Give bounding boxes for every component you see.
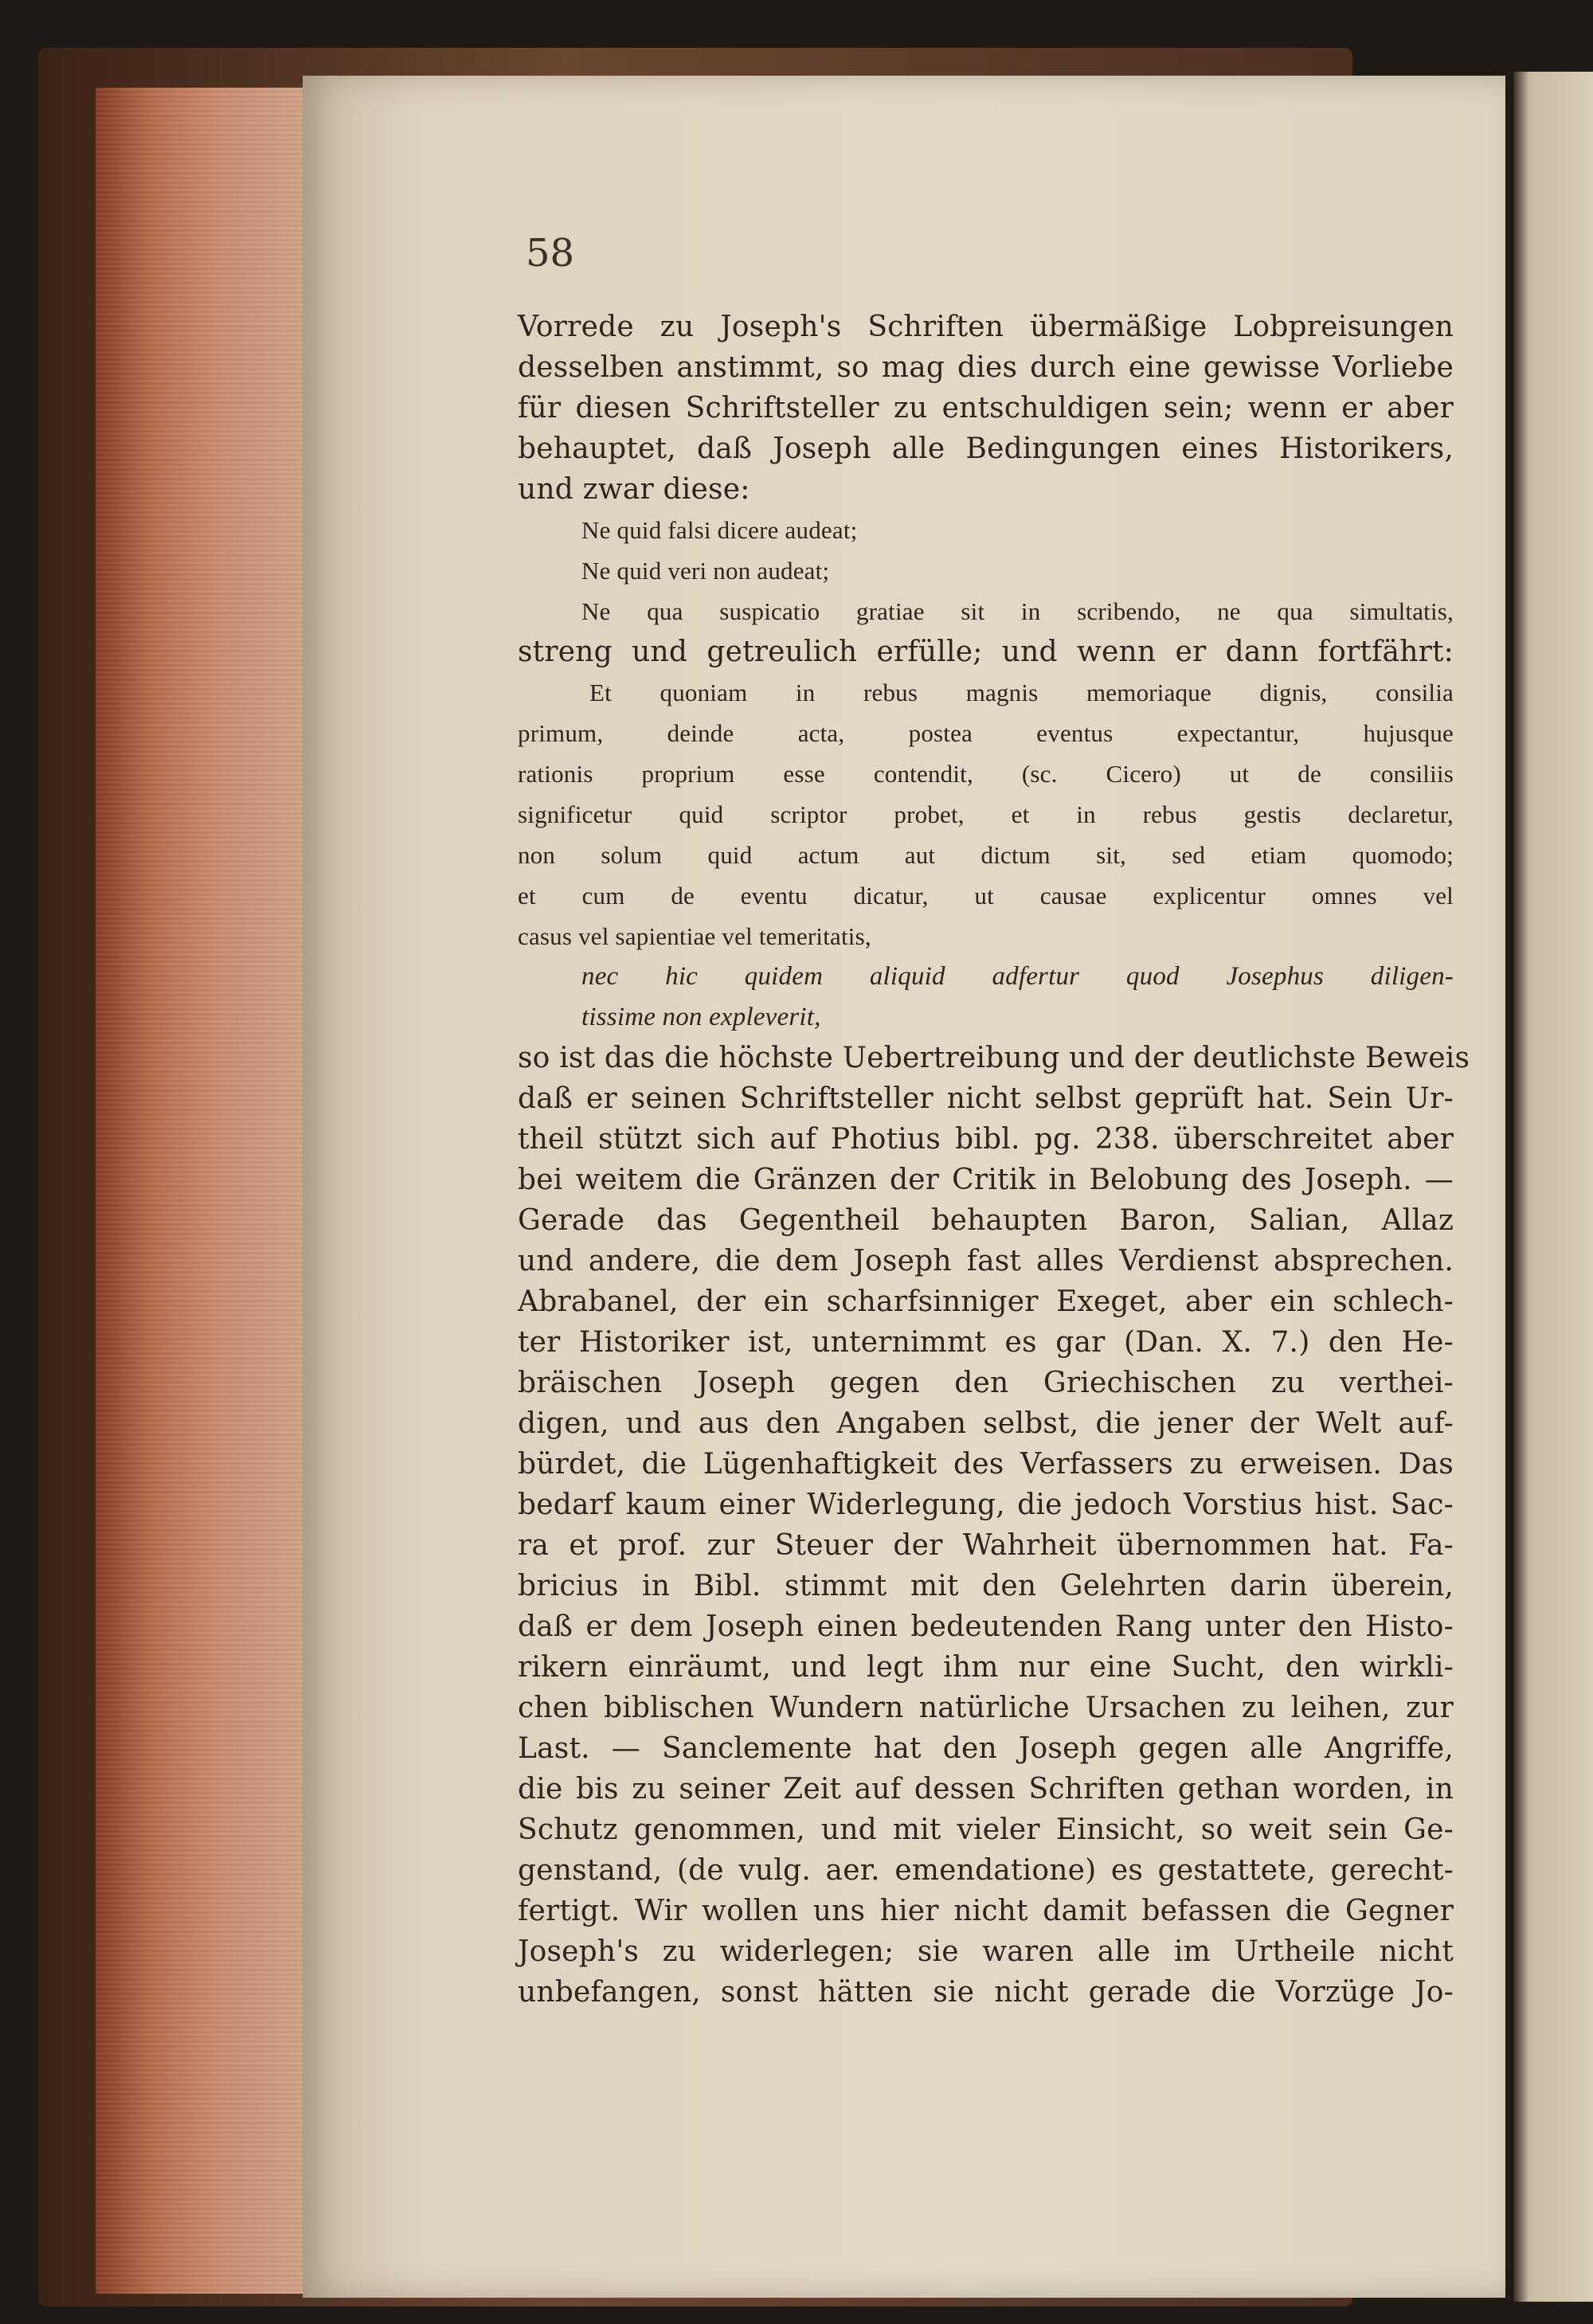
text-line: unbefangen, sonst hätten sie nicht gerade die Vorzüge Jo- (518, 1976, 1454, 2009)
text-line: bräischen Joseph gegen den Griechischen zu verthei- (518, 1367, 1454, 1399)
italic-quote-line: nec hic quidem aliquid adfertur quod Josephus diligen- (581, 962, 1454, 991)
text-line: daß er dem Joseph einen bedeutenden Rang unter den Histo- (518, 1610, 1454, 1643)
latin-quote-line: rationis proprium esse contendit, (sc. Cicero) ut de consiliis (518, 760, 1454, 788)
latin-quote-line: et cum de eventu dicatur, ut causae explicentur omnes vel (518, 882, 1454, 910)
latin-quote-line: primum, deinde acta, postea eventus expectantur, hujusque (518, 719, 1454, 747)
text-line: chen biblischen Wundern natürliche Ursachen zu leihen, zur (518, 1692, 1454, 1724)
text-line: ter Historiker ist, unternimmt es gar (Dan. X. 7.) den He- (518, 1326, 1454, 1359)
text-line: streng und getreulich erfülle; und wenn er dann fortfährt: (518, 636, 1454, 668)
page-edges (96, 88, 311, 2294)
text-line: bei weitem die Gränzen der Critik in Belobung des Joseph. — (518, 1164, 1454, 1196)
text-line: so ist das die höchste Uebertreibung und der deutlichste Beweis (518, 1042, 1470, 1074)
latin-quote-line: Et quoniam in rebus magnis memoriaque dignis, consilia (589, 679, 1454, 706)
latin-quote-line: casus vel sapientiae vel temeritatis, (518, 922, 871, 950)
text-line: und zwar diese: (518, 473, 750, 506)
text-line: bricius in Bibl. stimmt mit den Gelehrten darin überein, (518, 1570, 1454, 1602)
facing-page-edge (1513, 72, 1593, 2302)
text-line: Vorrede zu Joseph's Schriften übermäßige Lobpreisungen (518, 311, 1454, 343)
text-line: Gerade das Gegentheil behaupten Baron, Salian, Allaz (518, 1204, 1454, 1237)
text-line: desselben anstimmt, so mag dies durch eine gewisse Vorliebe (518, 351, 1454, 384)
latin-quote-line: Ne qua suspicatio gratiae sit in scribendo, ne qua simultatis, (581, 597, 1454, 625)
text-line: daß er seinen Schriftsteller nicht selbst geprüft hat. Sein Ur- (518, 1082, 1454, 1115)
text-line: rikern einräumt, und legt ihm nur eine Sucht, den wirkli- (518, 1651, 1454, 1684)
text-line: bedarf kaum einer Widerlegung, die jedoch Vorstius hist. Sac- (518, 1489, 1454, 1521)
text-line: Joseph's zu widerlegen; sie waren alle im Urtheile nicht (518, 1935, 1454, 1968)
latin-quote-line: non solum quid actum aut dictum sit, sed etiam quomodo; (518, 841, 1454, 869)
text-line: Last. — Sanclemente hat den Joseph gegen alle Angriffe, (518, 1732, 1454, 1765)
text-line: fertigt. Wir wollen uns hier nicht damit befassen die Gegner (518, 1895, 1454, 1927)
text-line: Schutz genommen, und mit vieler Einsicht, so weit sein Ge- (518, 1813, 1454, 1846)
text-line: für diesen Schriftsteller zu entschuldigen sein; wenn er aber (518, 392, 1454, 425)
text-line: theil stützt sich auf Photius bibl. pg. 238. überschreitet aber (518, 1123, 1454, 1156)
text-line: digen, und aus den Angaben selbst, die jener der Welt auf- (518, 1407, 1454, 1440)
latin-quote-line: significetur quid scriptor probet, et in rebus gestis declaretur, (518, 800, 1454, 828)
latin-quote-line: Ne quid veri non audeat; (581, 557, 830, 585)
text-line: genstand, (de vulg. aer. emendatione) es gestattete, gerecht- (518, 1854, 1454, 1887)
text-line: behauptet, daß Joseph alle Bedingungen eines Historikers, (518, 432, 1454, 465)
text-line: die bis zu seiner Zeit auf dessen Schriften gethan worden, in (518, 1773, 1454, 1806)
page-number: 58 (526, 231, 575, 276)
latin-quote-line: Ne quid falsi dicere audeat; (581, 516, 858, 544)
text-line: Abrabanel, der ein scharfsinniger Exeget, aber ein schlech- (518, 1285, 1454, 1318)
page-text (518, 307, 1470, 2013)
text-line: und andere, die dem Joseph fast alles Verdienst absprechen. (518, 1245, 1454, 1277)
italic-quote-line: tissime non expleverit, (581, 1003, 821, 1031)
text-line: ra et prof. zur Steuer der Wahrheit übernommen hat. Fa- (518, 1529, 1454, 1562)
text-line: bürdet, die Lügenhaftigkeit des Verfassers zu erweisen. Das (518, 1448, 1454, 1481)
